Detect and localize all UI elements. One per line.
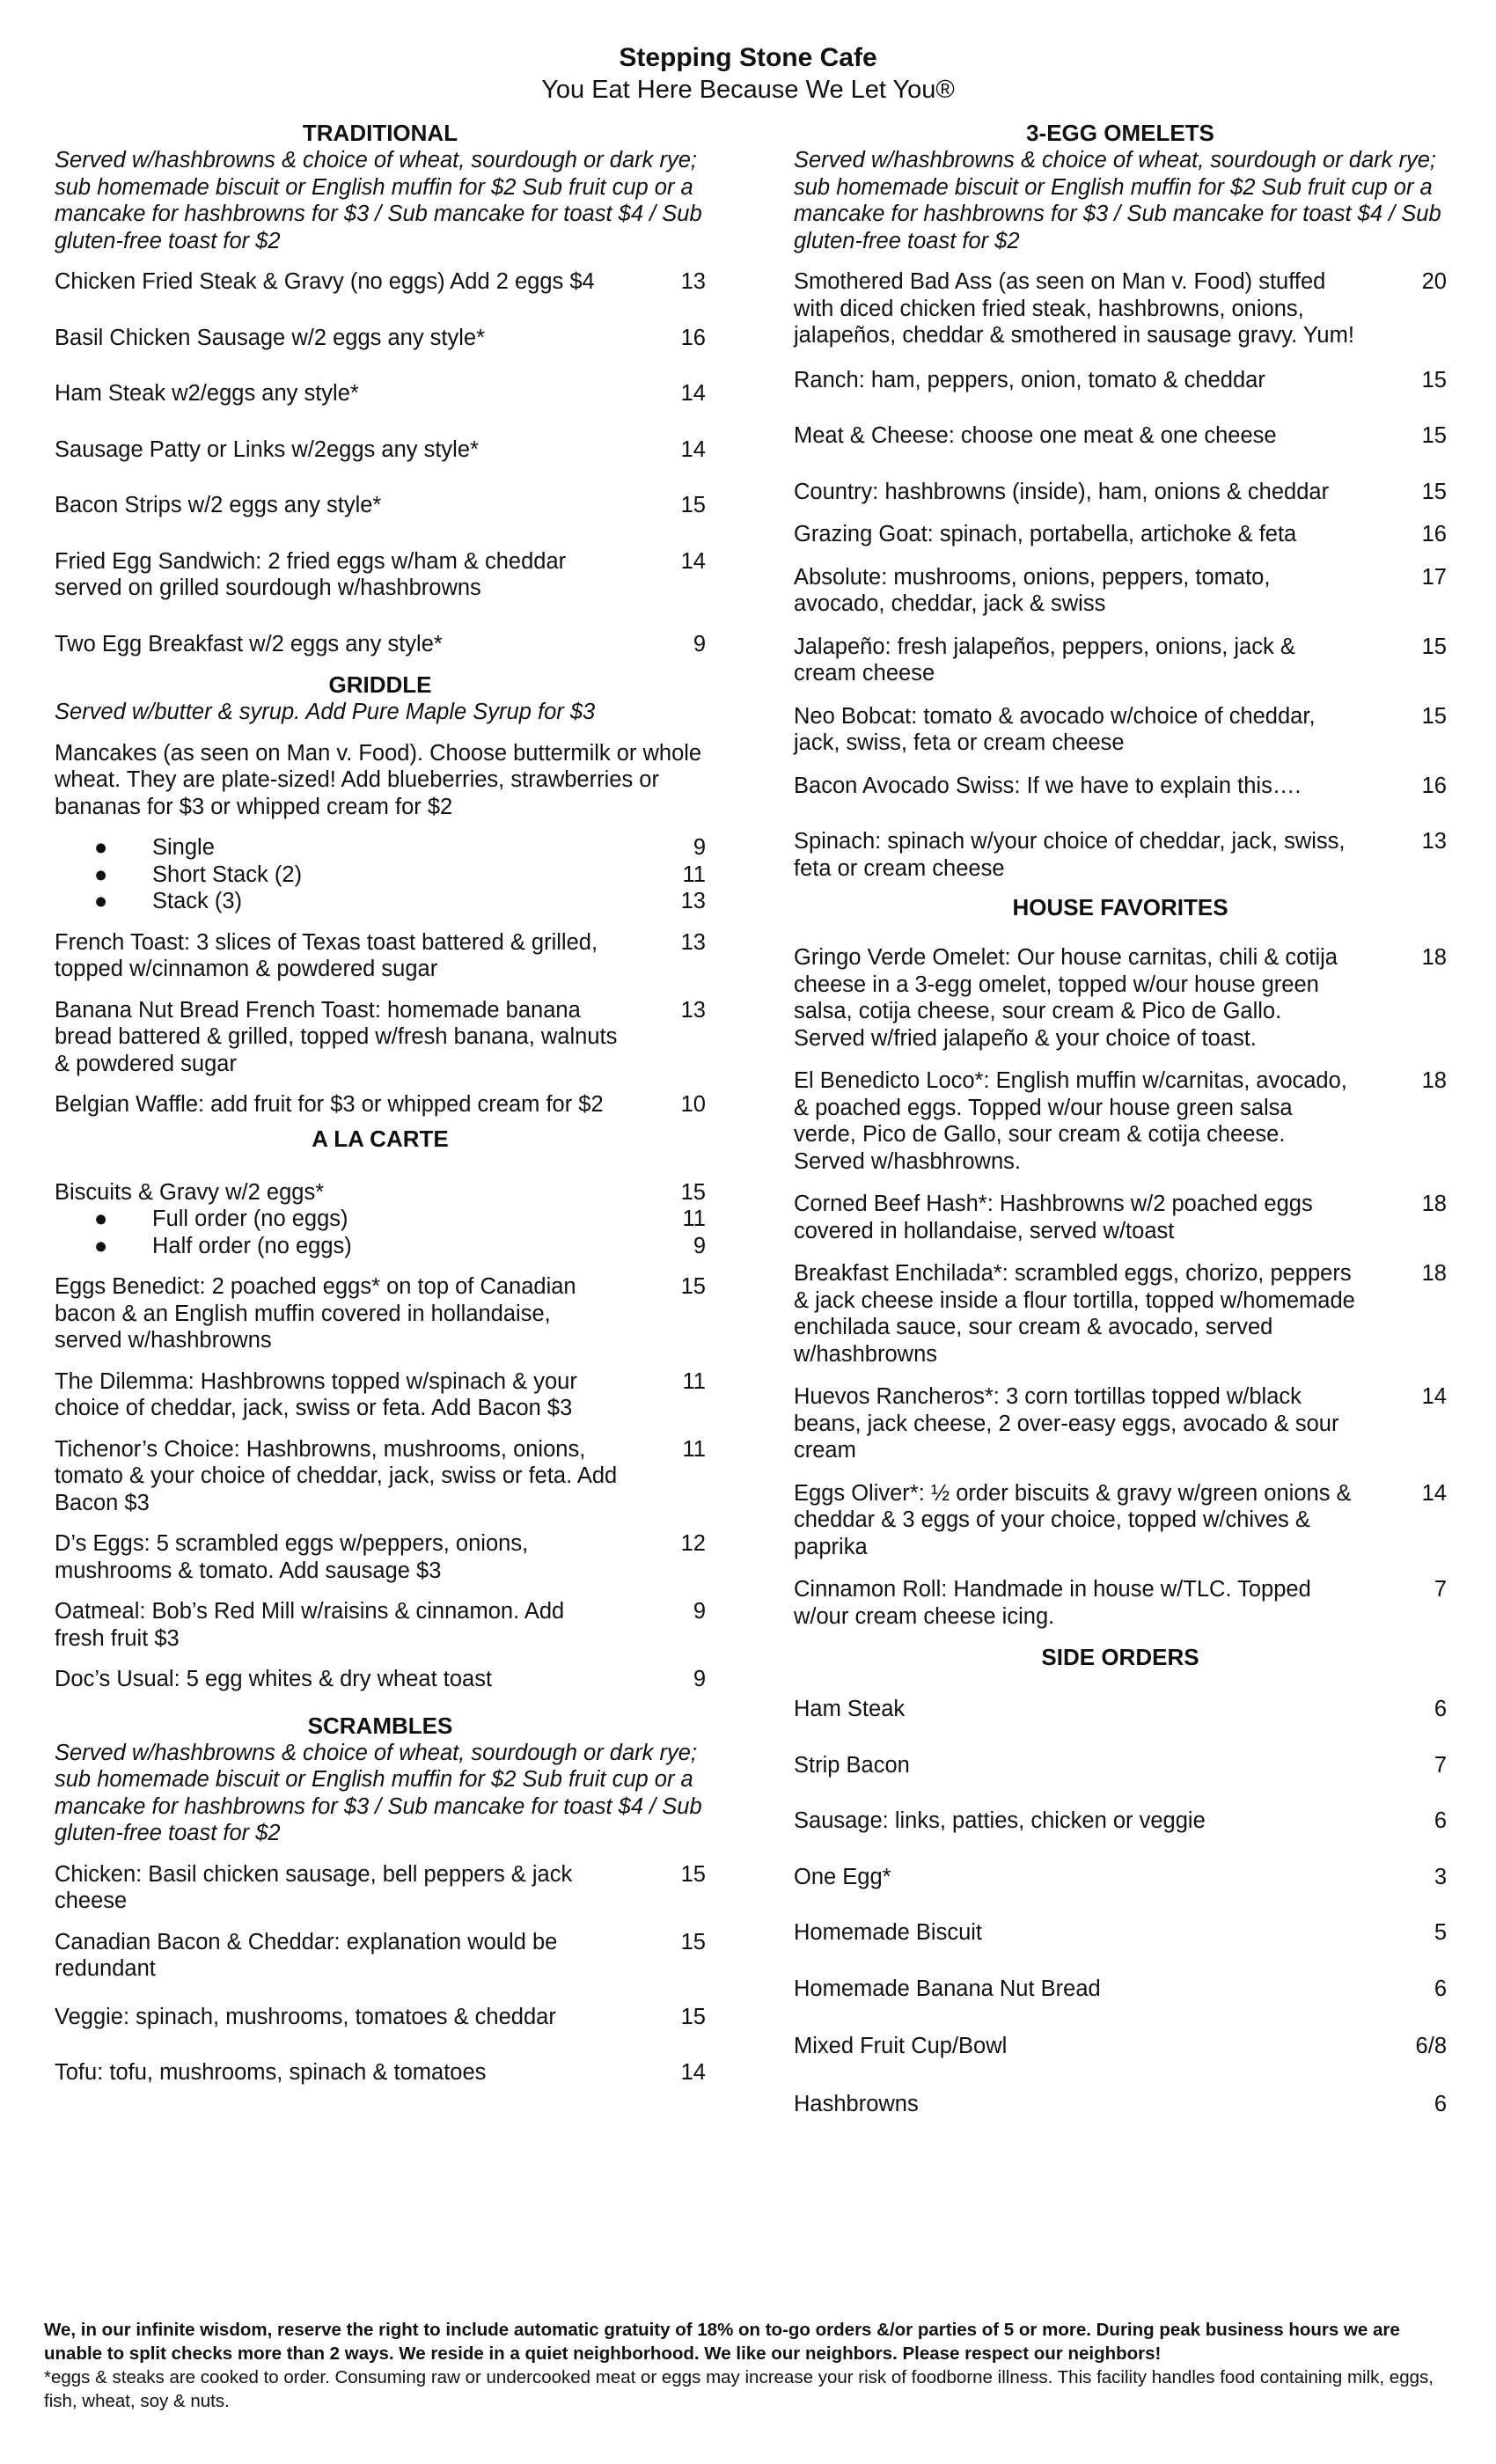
item-description: Chicken Fried Steak & Gravy (no eggs) Add 2 eggs $4 [55,269,595,294]
item-description: The Dilemma: Hashbrowns topped w/spinach & your choice of cheddar, jack, swiss or feta. Add Bacon $3 [55,1368,577,1420]
menu-item [55,325,706,352]
item-price: 13 [1421,829,1447,854]
item-description: Basil Chicken Sausage w/2 eggs any style* [55,325,486,350]
item-price: 15 [680,493,706,517]
sub-option [55,834,706,862]
sub-option [55,862,706,889]
menu-item [55,631,706,658]
item-price: 20 [1421,269,1447,294]
item-description: Veggie: spinach, mushrooms, tomatoes & cheddar [55,2004,556,2029]
sub-option-price: 9 [693,1233,706,1258]
menu-header [0,42,1496,106]
item-price: 14 [680,2060,706,2085]
menu-item [794,634,1447,687]
item-description: Corned Beef Hash*: Hashbrowns w/2 poached eggs covered in hollandaise, served w/toast [794,1192,1313,1243]
sub-option [55,1206,706,1233]
item-description: Ham Steak [794,1697,906,1721]
item-price: 15 [680,1274,706,1299]
item-price: 15 [1421,479,1447,504]
item-description: Chicken: Basil chicken sausage, bell peppers & jack cheese [55,1861,573,1913]
cafe-title: Stepping Stone Cafe [619,43,877,72]
item-description: Spinach: spinach w/your choice of cheddar, jack, swiss, feta or cream cheese [794,829,1346,881]
item-price: 5 [1434,1920,1447,1945]
omelets-list [794,268,1447,882]
item-price: 13 [680,929,706,955]
side-orders-list [794,1696,1447,2117]
item-price: 16 [680,325,706,350]
item-price: 15 [680,1929,706,1954]
item-description: Grazing Goat: spinach, portabella, artichoke & feta [794,522,1297,546]
item-price: 18 [1421,1192,1447,1216]
menu-item [794,422,1447,450]
sub-option-price: 11 [682,862,706,887]
menu-item [794,2033,1447,2060]
menu-item [55,1666,706,1693]
menu-item [794,1383,1447,1464]
menu-item [55,492,706,519]
item-description: Sausage: links, patties, chicken or veggie [794,1808,1206,1833]
menu-item [55,380,706,407]
item-price: 14 [680,436,706,462]
sub-option-price: 13 [680,889,706,913]
bullet-icon: ● [94,862,108,887]
menu-item [55,1598,706,1652]
item-price: 14 [680,548,706,574]
item-price: 7 [1434,1577,1447,1602]
item-description: D’s Eggs: 5 scrambled eggs w/peppers, onions, mushrooms & tomato. Add sausage $3 [55,1531,529,1583]
sub-option [55,1233,706,1260]
menu-item [794,1864,1447,1891]
item-description: Homemade Biscuit [794,1920,982,1945]
menu-item-biscuits-gravy [55,1179,706,1206]
item-price: 15 [680,2004,706,2029]
item-price: 6/8 [1415,2034,1447,2058]
menu-item [794,1976,1447,2003]
sub-option-price: 9 [693,835,706,860]
menu-item [55,548,706,602]
menu-item [794,521,1447,548]
item-description: Doc’s Usual: 5 egg whites & dry wheat toast [55,1667,493,1691]
item-description: Country: hashbrowns (inside), ham, onions & cheddar [794,479,1330,504]
section-note-omelets: Served w/hashbrowns & choice of wheat, sourdough or dark rye; sub homemade biscuit or English muffin for $2 Sub fruit cup or a mancake for hashbrowns for $3 / Sub mancake for toast $4 / Sub gluten-free toast for $2 [794,148,1441,253]
item-price: 15 [1421,367,1447,392]
traditional-list [55,268,706,657]
item-price: 18 [1421,1261,1447,1286]
item-description: Sausage Patty or Links w/2eggs any style* [55,436,479,462]
item-description: Strip Bacon [794,1752,910,1778]
mancakes-options-list [55,834,706,915]
item-price: 3 [1434,1864,1447,1889]
menu-item [55,1091,706,1118]
item-description: Canadian Bacon & Cheddar: explanation would be redundant [55,1929,558,1981]
item-price: 16 [1421,773,1447,798]
menu-item [55,1273,706,1354]
bullet-icon: ● [94,835,108,860]
section-note-traditional: Served w/hashbrowns & choice of wheat, sourdough or dark rye; sub homemade biscuit or English muffin for $2 Sub fruit cup or a mancake for hashbrowns for $3 / Sub mancake for toast $4 / Sub gluten-free toast for $2 [55,148,702,253]
sub-option-label: Single [152,835,215,860]
menu-item [794,367,1447,394]
item-price: 7 [1434,1752,1447,1778]
item-description: Neo Bobcat: tomato & avocado w/choice of cheddar, jack, swiss, feta or cream cheese [794,703,1316,755]
item-description: Eggs Oliver*: ½ order biscuits & gravy w/green onions & cheddar & 3 eggs of your choice, topped w/chives & paprika [794,1480,1352,1559]
item-description: Bacon Avocado Swiss: If we have to explain this…. [794,773,1302,798]
item-description: French Toast: 3 slices of Texas toast battered & grilled, topped w/cinnamon & powdered sugar [55,929,598,981]
item-price: 9 [693,1667,706,1691]
menu-item [55,1436,706,1517]
section-heading-omelets: 3-EGG OMELETS [1026,120,1214,146]
menu-item [794,1919,1447,1947]
item-description: Huevos Rancheros*: 3 corn tortillas topped w/black beans, jack cheese, 2 over-easy eggs, avocado & sour cream [794,1384,1339,1463]
item-price: 14 [1421,1384,1447,1409]
item-description: Tichenor’s Choice: Hashbrowns, mushrooms, onions, tomato & your choice of cheddar, jack, swiss or feta. Add Bacon $3 [55,1436,618,1515]
section-heading-griddle: GRIDDLE [328,671,432,698]
scrambles-list [55,1861,706,2086]
section-heading-scrambles: SCRAMBLES [307,1712,453,1739]
bullet-icon: ● [94,1233,108,1258]
section-note-scrambles: Served w/hashbrowns & choice of wheat, sourdough or dark rye; sub homemade biscuit or English muffin for $2 Sub fruit cup or a mancake for hashbrowns for $3 / Sub mancake for toast $4 / Sub gluten-free toast for $2 [55,1740,702,1845]
item-description: Absolute: mushrooms, onions, peppers, tomato, avocado, cheddar, jack & swiss [794,564,1271,616]
menu-item [55,1929,706,1983]
menu-item [794,1752,1447,1779]
sub-option-price: 11 [682,1206,706,1231]
menu-item [794,2091,1447,2118]
section-heading-side-orders: SIDE ORDERS [1041,1644,1199,1670]
menu-item [55,929,706,983]
sub-option-label: Stack (3) [152,889,243,913]
menu-item [794,268,1447,349]
item-price: 18 [1421,945,1447,970]
menu-item [794,1696,1447,1723]
sub-option-label: Half order (no eggs) [152,1233,352,1258]
menu-item [55,1368,706,1422]
item-price: 6 [1434,1697,1447,1721]
item-price: 14 [1421,1480,1447,1506]
item-description: Smothered Bad Ass (as seen on Man v. Food) stuffed with diced chicken fried steak, hashbrowns, onions, jalapeños, cheddar & smothered in sausage gravy. Yum! [794,269,1354,348]
item-description: Breakfast Enchilada*: scrambled eggs, chorizo, peppers & jack cheese inside a flour tortilla, topped w/homemade enchilada sauce, sour cream & avocado, served w/hashbrowns [794,1261,1355,1367]
item-description: One Egg* [794,1864,891,1889]
menu-item [794,479,1447,506]
item-price: 11 [682,1436,706,1462]
item-description: Jalapeño: fresh jalapeños, peppers, onions, jack & cream cheese [794,634,1295,686]
item-description: Two Egg Breakfast w/2 eggs any style* [55,631,443,656]
menu-item [794,1480,1447,1561]
house-favorites-list [794,944,1447,1630]
item-price: 14 [680,381,706,406]
item-price: 17 [1421,564,1447,590]
bullet-icon: ● [94,889,108,913]
menu-item [55,1861,706,1915]
item-price: 15 [1421,703,1447,729]
menu-item [794,828,1447,882]
item-description: Belgian Waffle: add fruit for $3 or whipped cream for $2 [55,1092,604,1117]
item-price: 15 [1421,423,1447,448]
menu-item-mancakes [55,740,706,821]
menu-item [794,1576,1447,1630]
sub-option-label: Full order (no eggs) [152,1206,348,1231]
a-la-carte-list [55,1273,706,1693]
item-description: Bacon Strips w/2 eggs any style* [55,493,382,517]
menu-item [794,1808,1447,1835]
item-description: Fried Egg Sandwich: 2 fried eggs w/ham & cheddar served on grilled sourdough w/hashbrowns [55,548,567,600]
item-description: Biscuits & Gravy w/2 eggs* [55,1179,325,1205]
menu-item [794,1191,1447,1244]
item-description: Meat & Cheese: choose one meat & one cheese [794,423,1277,448]
menu-item [55,436,706,464]
item-price: 15 [680,1179,706,1205]
section-heading-traditional: TRADITIONAL [302,120,458,146]
item-price: 12 [680,1531,706,1556]
menu-item [55,268,706,296]
item-description: Ranch: ham, peppers, onion, tomato & cheddar [794,367,1265,392]
menu-item [55,2004,706,2031]
item-description: Homemade Banana Nut Bread [794,1976,1101,2001]
menu-footer [44,2318,1461,2413]
item-price: 6 [1434,2091,1447,2116]
item-price: 18 [1421,1068,1447,1093]
item-price: 13 [680,269,706,294]
item-price: 6 [1434,1976,1447,2001]
item-description: Eggs Benedict: 2 poached eggs* on top of Canadian bacon & an English muffin covered in hollandaise, served w/hashbrowns [55,1274,576,1353]
item-price: 9 [693,631,706,656]
menu-item [794,564,1447,618]
item-description: Mancakes (as seen on Man v. Food). Choose buttermilk or whole wheat. They are plate-sized! Add blueberries, strawberries or bananas for $3 or whipped cream for $2 [55,740,702,819]
menu-item [794,1067,1447,1175]
menu-item [794,703,1447,757]
item-price: 15 [1421,634,1447,659]
right-column [794,120,1447,2117]
item-price: 15 [680,1861,706,1887]
menu-item [794,1260,1447,1368]
menu-item [794,773,1447,800]
cafe-tagline: You Eat Here Because We Let You® [541,76,955,104]
item-description: Cinnamon Roll: Handmade in house w/TLC. Topped w/our cream cheese icing. [794,1577,1311,1629]
menu-item [55,2059,706,2086]
section-heading-a-la-carte: A LA CARTE [312,1125,449,1152]
menu-item [55,997,706,1078]
griddle-list [55,929,706,1118]
sub-option-label: Short Stack (2) [152,862,303,887]
item-price: 13 [680,997,706,1023]
sub-option [55,888,706,915]
left-column [55,120,706,2086]
footer-warning: *eggs & steaks are cooked to order. Consuming raw or undercooked meat or eggs may increase your risk of foodborne illness. This facility handles food containing milk, eggs, fish, wheat, soy & nuts. [44,2367,1434,2411]
biscuits-options-list [55,1206,706,1259]
item-price: 11 [682,1368,706,1394]
item-description: Hashbrowns [794,2091,919,2116]
section-heading-house-favorites: HOUSE FAVORITES [1012,894,1228,920]
item-description: El Benedicto Loco*: English muffin w/carnitas, avocado, & poached eggs. Topped w/our house green salsa verde, Pico de Gallo, sour cream & cotija cheese. Served w/hasbhrowns. [794,1068,1347,1174]
menu-item [794,944,1447,1052]
item-description: Tofu: tofu, mushrooms, spinach & tomatoes [55,2060,487,2085]
item-price: 6 [1434,1808,1447,1833]
menu-item [55,1530,706,1584]
item-description: Mixed Fruit Cup/Bowl [794,2034,1008,2058]
item-description: Oatmeal: Bob’s Red Mill w/raisins & cinnamon. Add fresh fruit $3 [55,1599,565,1651]
item-description: Ham Steak w2/eggs any style* [55,381,359,406]
bullet-icon: ● [94,1206,108,1231]
item-price: 16 [1421,522,1447,546]
section-note-griddle: Served w/butter & syrup. Add Pure Maple Syrup for $3 [55,700,596,724]
footer-policy: We, in our infinite wisdom, reserve the right to include automatic gratuity of 18% on to-go orders &/or parties of 5 or more. During peak business hours we are unable to split checks more than 2 ways. We reside in a quiet neighborhood. We like our neighbors. Please respect our neighbors! [44,2320,1400,2364]
item-description: Gringo Verde Omelet: Our house carnitas, chili & cotija cheese in a 3-egg omelet, topped w/our house green salsa, cotija cheese, sour cream & Pico de Gallo. Served w/fried jalapeño & your choice of toast. [794,945,1338,1051]
item-price: 10 [680,1092,706,1117]
item-price: 9 [693,1599,706,1624]
item-description: Banana Nut Bread French Toast: homemade banana bread battered & grilled, topped w/fresh banana, walnuts & powdered sugar [55,997,618,1076]
